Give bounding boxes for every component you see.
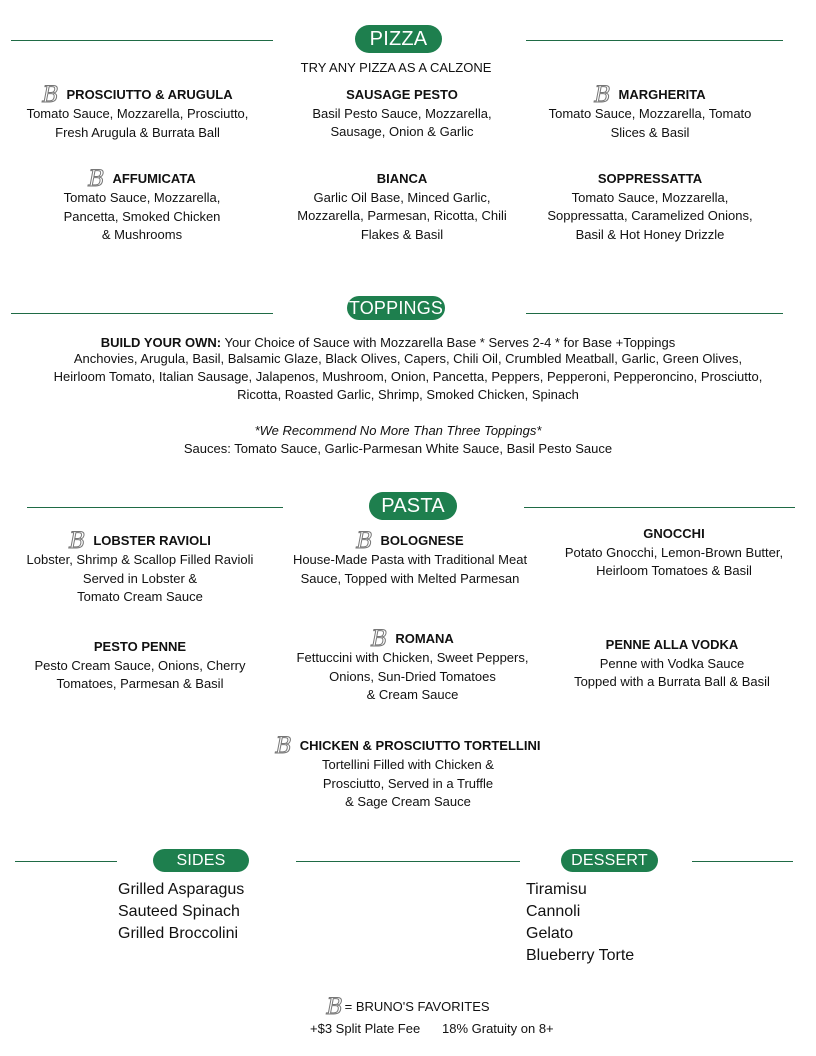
item-title-row (10, 529, 270, 554)
item-description: Lobster, Shrimp & Scallop Filled Ravioli Served in Lobster & Tomato Cream Sauce (26, 552, 254, 604)
item-title-row (248, 734, 568, 759)
toppings-rule-left (11, 313, 273, 314)
item-title: ROMANA (395, 631, 454, 646)
favorite-icon: B (594, 83, 611, 108)
pasta-item (15, 638, 265, 694)
sides-list (118, 879, 244, 945)
legend-text: = BRUNO'S FAVORITES (344, 999, 490, 1014)
pizza-heading: PIZZA (355, 25, 442, 53)
pasta-item (248, 734, 568, 812)
dessert-heading: DESSERT (561, 849, 658, 872)
toppings-list: Anchovies, Arugula, Basil, Balsamic Glaze, Black Olives, Capers, Chili Oil, Crumbled Meatball, Garlic, Green Olives, Heirloom Tomato, Italian Sausage, Jalapenos, Mushroom, Onion, Pancetta, Peppers, Pepperoni, Pepperoncino, Prosciutto, Ricotta, Roasted Garlic, Shrimp, Smoked Chicken, Spinach (53, 351, 763, 402)
item-title-row (285, 627, 540, 652)
favorites-legend (258, 995, 558, 1020)
favorite-icon: B (371, 627, 388, 652)
toppings-heading: TOPPINGS (348, 298, 444, 318)
build-label: BUILD YOUR OWN: (100, 335, 222, 350)
item-title: AFFUMICATA (112, 171, 196, 186)
item-title: PESTO PENNE (93, 639, 187, 654)
item-description: Potato Gnocchi, Lemon-Brown Butter, Heirloom Tomatoes & Basil (564, 544, 784, 578)
item-title: PROSCIUTTO & ARUGULA (66, 87, 233, 102)
item-title-row (280, 529, 540, 554)
favorite-icon: B (69, 529, 86, 554)
favorite-icon: B (42, 83, 59, 108)
build-text: Your Choice of Sauce with Mozzarella Base * Serves 2-4 * for Base +Toppings (221, 335, 676, 350)
item-title: SOPPRESSATTA (597, 171, 703, 186)
item-title-row (22, 167, 262, 192)
list-item: Sauteed Spinach (118, 903, 240, 920)
item-description: Basil Pesto Sauce, Mozzarella, Sausage, Onion & Garlic (312, 105, 492, 139)
pasta-rule-left (27, 507, 283, 508)
item-description: Tomato Sauce, Mozzarella, Soppressatta, Caramelized Onions, Basil & Hot Honey Drizzle (547, 189, 753, 242)
list-item: Tiramisu (526, 881, 587, 898)
pizza-item (282, 86, 522, 142)
item-description: Garlic Oil Base, Minced Garlic, Mozzarella, Parmesan, Ricotta, Chili Flakes & Basil (297, 189, 507, 242)
item-title-row (10, 83, 265, 108)
item-title: BIANCA (376, 171, 428, 186)
list-item: Grilled Asparagus (118, 881, 245, 898)
pizza-item (532, 83, 768, 142)
pizza-item (530, 170, 770, 244)
pizza-item (10, 83, 265, 142)
sides-heading: SIDES (153, 849, 249, 872)
list-item: Gelato (526, 925, 574, 942)
item-description: Tomato Sauce, Mozzarella, Pancetta, Smoked Chicken & Mushrooms (63, 190, 221, 242)
item-description: Tomato Sauce, Mozzarella, Tomato Slices & Basil (548, 106, 752, 140)
pizza-item (22, 167, 262, 245)
favorite-icon: B (356, 529, 373, 554)
pizza-rule-left (11, 40, 273, 41)
item-title: SAUSAGE PESTO (346, 87, 458, 102)
split-fee: +$3 Split Plate Fee (310, 1021, 421, 1036)
sides-rule-right (296, 861, 520, 862)
favorite-icon: B (275, 734, 292, 759)
pizza-item (282, 170, 522, 244)
pizza-subtitle: TRY ANY PIZZA AS A CALZONE (300, 60, 492, 75)
item-title: LOBSTER RAVIOLI (93, 533, 211, 548)
pizza-rule-right (526, 40, 783, 41)
toppings-recommend: *We Recommend No More Than Three Toppings* (254, 423, 542, 438)
item-description: House-Made Pasta with Traditional Meat Sauce, Topped with Melted Parmesan (292, 552, 528, 586)
toppings-rule-right (526, 313, 783, 314)
pasta-heading: PASTA (369, 492, 457, 520)
item-title: PENNE ALLA VODKA (605, 637, 739, 652)
item-title: CHICKEN & PROSCIUTTO TORTELLINI (299, 738, 541, 753)
item-title-row (532, 83, 768, 108)
favorite-icon: B (326, 995, 343, 1020)
dessert-rule-right (692, 861, 793, 862)
list-item: Cannoli (526, 903, 581, 920)
item-title: GNOCCHI (643, 526, 705, 541)
list-item: Blueberry Torte (526, 947, 635, 964)
list-item: Grilled Broccolini (118, 925, 239, 942)
gratuity: 18% Gratuity on 8+ (442, 1021, 554, 1036)
item-description: Fettuccini with Chicken, Sweet Peppers, Onions, Sun-Dried Tomatoes & Cream Sauce (296, 650, 529, 702)
favorite-icon: B (88, 167, 105, 192)
item-description: Tomato Sauce, Mozzarella, Prosciutto, Fresh Arugula & Burrata Ball (26, 106, 249, 140)
item-title: MARGHERITA (618, 87, 706, 102)
item-description: Pesto Cream Sauce, Onions, Cherry Tomatoes, Parmesan & Basil (34, 657, 246, 691)
item-title: BOLOGNESE (380, 533, 464, 548)
pasta-item (285, 627, 540, 705)
sauces-text: Sauces: Tomato Sauce, Garlic-Parmesan White Sauce, Basil Pesto Sauce (183, 441, 613, 456)
pasta-item (10, 529, 270, 607)
sides-rule-left (15, 861, 117, 862)
dessert-list (526, 879, 634, 967)
pasta-item (552, 636, 792, 692)
pasta-item (280, 529, 540, 588)
pasta-rule-right (524, 507, 795, 508)
item-description: Penne with Vodka Sauce Topped with a Burrata Ball & Basil (574, 655, 770, 689)
item-description: Tortellini Filled with Chicken & Prosciutto, Served in a Truffle & Sage Cream Sauce (322, 757, 494, 809)
pasta-item (550, 525, 798, 581)
